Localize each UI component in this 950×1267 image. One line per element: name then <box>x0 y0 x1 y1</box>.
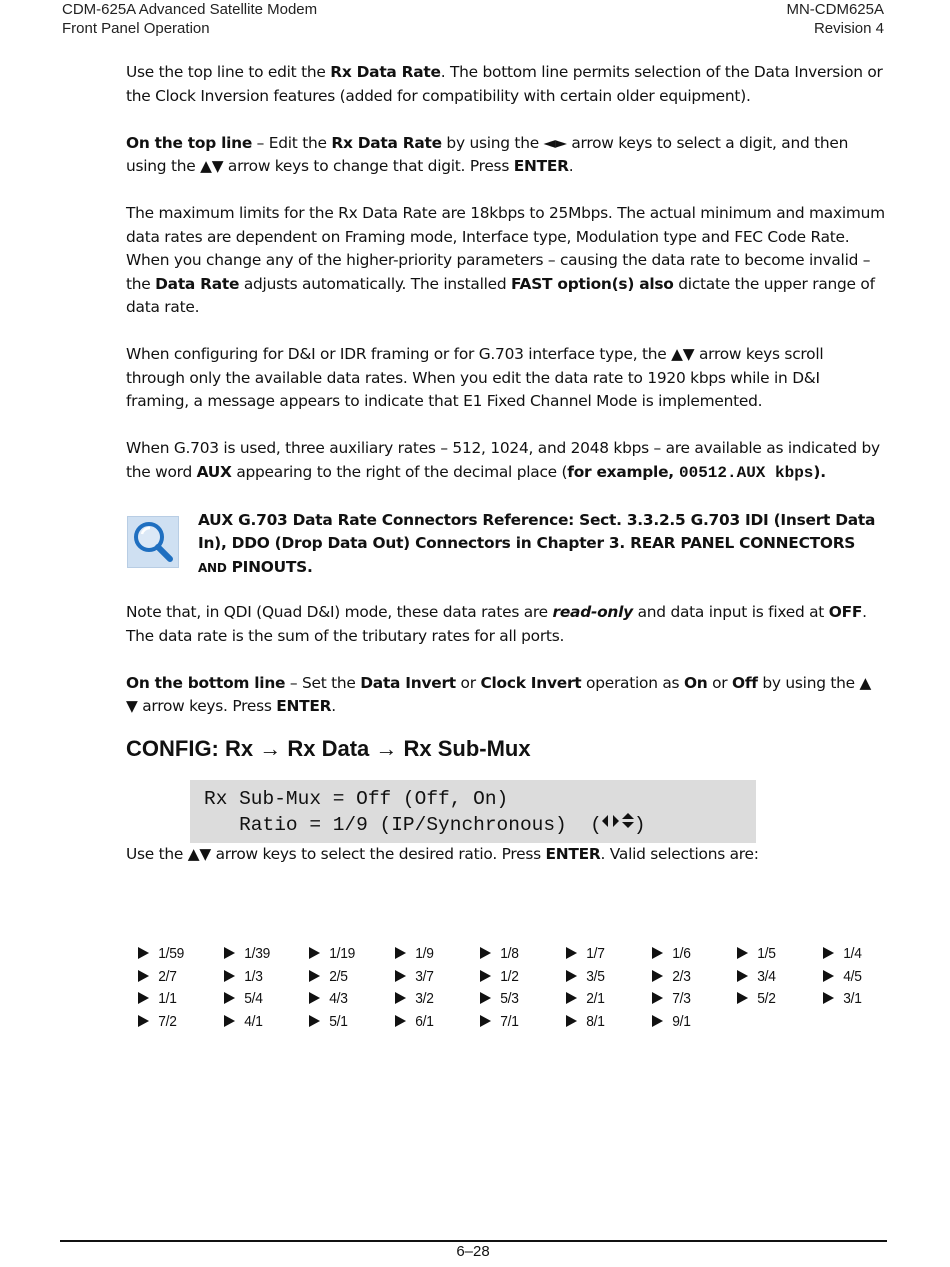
ratio-label: 1/59 <box>158 945 184 962</box>
bullet-arrow-icon <box>395 992 406 1004</box>
bullet-arrow-icon <box>395 970 406 982</box>
section-title: Front Panel Operation <box>62 20 210 37</box>
header-right <box>786 0 884 38</box>
ratio-option <box>823 945 900 963</box>
ratio-label: 2/7 <box>158 967 177 985</box>
ratio-option <box>566 990 643 1008</box>
bullet-arrow-icon <box>395 947 406 959</box>
ratio-label: 1/39 <box>243 945 270 962</box>
ratio-option <box>652 945 729 963</box>
ratio-option <box>138 1013 215 1031</box>
ratio-option <box>138 968 215 986</box>
ratio-option <box>566 968 643 986</box>
bullet-arrow-icon <box>823 992 834 1004</box>
bullet-arrow-icon <box>138 970 149 982</box>
bullet-arrow-icon <box>138 992 149 1004</box>
bullet-arrow-icon <box>395 1015 406 1027</box>
ratio-label: 4/5 <box>843 967 862 985</box>
bullet-arrow-icon <box>737 947 748 959</box>
bullet-arrow-icon <box>652 970 663 982</box>
ratio-label: 5/4 <box>243 990 263 1008</box>
arrow-keys-icon <box>602 813 634 839</box>
lcd-line-1: Rx Sub-Mux = Off (Off, On) <box>204 788 509 810</box>
ratio-option <box>395 990 472 1008</box>
ratio-option <box>224 968 301 986</box>
ratio-label: 2/5 <box>329 967 348 985</box>
ratio-option <box>737 968 814 986</box>
bullet-arrow-icon <box>224 1015 235 1027</box>
ratio-option <box>138 945 215 963</box>
bullet-arrow-icon <box>138 1015 149 1027</box>
ratio-label: 1/1 <box>158 990 177 1008</box>
bullet-arrow-icon <box>566 1015 577 1027</box>
ratio-option <box>480 990 557 1008</box>
ratio-option <box>737 990 814 1008</box>
bullet-arrow-icon <box>309 970 320 982</box>
ratio-option <box>566 1013 643 1031</box>
ratio-option <box>823 990 900 1008</box>
bullet-arrow-icon <box>823 947 834 959</box>
ratio-option <box>823 968 900 986</box>
ratio-label: 5/1 <box>329 1012 348 1030</box>
ratio-label: 7/1 <box>500 1012 519 1030</box>
page-content <box>126 61 886 890</box>
ratio-option <box>395 1013 472 1031</box>
ratio-label: 3/5 <box>586 967 605 985</box>
ratio-label: 1/9 <box>415 945 434 962</box>
bullet-arrow-icon <box>652 1015 663 1027</box>
ratio-option <box>480 968 557 986</box>
paragraph-select-ratio: Use the ▲▼ arrow keys to select the desired ratio. Press ENTER. Valid selections are: <box>126 845 759 863</box>
ratio-option <box>652 990 729 1008</box>
ratio-option <box>566 945 643 963</box>
paragraph-intro: Use the top line to edit the Rx Data Rate. The bottom line permits selection of the Data Inversion or the Clock Inversion features (added for compatibility with certain older equipment). <box>126 63 883 105</box>
ratio-option <box>652 968 729 986</box>
ratio-label: 7/3 <box>671 990 691 1008</box>
ratio-label: 1/8 <box>500 945 519 962</box>
ratio-label: 2/1 <box>586 990 605 1008</box>
ratio-option <box>309 990 386 1008</box>
ratio-label: 4/3 <box>329 990 348 1008</box>
ratio-label: 3/4 <box>757 967 776 985</box>
ratio-label: 2/3 <box>671 967 691 985</box>
ratio-option <box>652 1013 729 1031</box>
bullet-arrow-icon <box>138 947 149 959</box>
bullet-arrow-icon <box>480 1015 491 1027</box>
paragraph-di-idr: When configuring for D&I or IDR framing or for G.703 interface type, the ▲▼ arrow keys scroll through only the available data rates. When you edit the data rate to 1920 kbps while in D&I framing, a message appears to indicate that E1 Fixed Channel Mode is implemented. <box>126 345 824 410</box>
ratio-option <box>224 1013 301 1031</box>
header-left <box>62 0 317 38</box>
ratio-label: 3/7 <box>415 967 434 985</box>
footer-rule <box>60 1240 887 1242</box>
ratio-label: 7/2 <box>158 1012 177 1030</box>
magnifier-icon <box>127 516 179 568</box>
ratio-option <box>224 990 301 1008</box>
ratio-label: 8/1 <box>586 1012 605 1030</box>
doc-number: MN-CDM625A <box>786 1 884 18</box>
bullet-arrow-icon <box>480 947 491 959</box>
paragraph-g703: When G.703 is used, three auxiliary rates – 512, 1024, and 2048 kbps – are available as indicated by the word AUX appearing to the right of the decimal place (for example, 00512.AUX kbps). <box>126 439 880 482</box>
ratio-label: 1/6 <box>671 945 691 962</box>
ratio-option <box>480 1013 557 1031</box>
bullet-arrow-icon <box>652 947 663 959</box>
bullet-arrow-icon <box>737 992 748 1004</box>
ratio-option <box>480 945 557 963</box>
doc-title: CDM-625A Advanced Satellite Modem <box>62 1 318 18</box>
ratio-option <box>309 945 386 963</box>
ratio-label: 1/4 <box>843 945 862 962</box>
bullet-arrow-icon <box>652 992 663 1004</box>
page-number: 6–28 <box>456 1243 490 1260</box>
bullet-arrow-icon <box>224 992 235 1004</box>
ratio-label: 4/1 <box>243 1012 263 1030</box>
bullet-arrow-icon <box>566 947 577 959</box>
ratio-option <box>138 990 215 1008</box>
ratio-label: 3/1 <box>843 990 862 1008</box>
bullet-arrow-icon <box>480 992 491 1004</box>
reference-note <box>126 509 886 581</box>
ratio-option <box>309 968 386 986</box>
ratio-option <box>395 968 472 986</box>
paragraph-bottom-line: On the bottom line – Set the Data Invert or Clock Invert operation as On or Off by using the ▲ ▼ arrow keys. Press ENTER. <box>126 673 872 715</box>
lcd-display <box>190 780 756 843</box>
bullet-arrow-icon <box>309 947 320 959</box>
ratio-option <box>309 1013 386 1031</box>
paragraph-qdi: Note that, in QDI (Quad D&I) mode, these data rates are read-only and data input is fixed at OFF. The data rate is the sum of the tributary rates for all ports. <box>126 603 867 645</box>
reference-text: AUX G.703 Data Rate Connectors Reference: Sect. 3.3.2.5 G.703 IDI (Insert Data In), DDO (Drop Data Out) Connectors in Chapter 3. REAR PANEL CONNECTORS AND PINOUTS. <box>198 510 876 576</box>
bullet-arrow-icon <box>737 970 748 982</box>
ratio-label: 1/7 <box>586 945 605 962</box>
ratio-option <box>737 945 814 963</box>
ratio-label: 3/2 <box>415 990 434 1008</box>
paragraph-limits: The maximum limits for the Rx Data Rate are 18kbps to 25Mbps. The actual minimum and maximum data rates are dependent on Framing mode, Interface type, Modulation type and FEC Code Rate. When you change any of the higher-priority parameters – causing the data rate to become invalid – the Data Rate adjusts automatically. The installed FAST option(s) also dictate the upper range of data rate. <box>126 204 885 316</box>
bullet-arrow-icon <box>224 970 235 982</box>
ratio-label: 1/19 <box>329 945 356 962</box>
bullet-arrow-icon <box>309 992 320 1004</box>
bullet-arrow-icon <box>480 970 491 982</box>
config-heading: CONFIG: Rx → Rx Data → Rx Sub-Mux <box>126 736 531 761</box>
ratio-label: 1/5 <box>757 945 776 962</box>
ratio-label: 1/2 <box>500 967 519 985</box>
ratio-option <box>224 945 301 963</box>
bullet-arrow-icon <box>566 992 577 1004</box>
bullet-arrow-icon <box>224 947 235 959</box>
bullet-arrow-icon <box>823 970 834 982</box>
bullet-arrow-icon <box>309 1015 320 1027</box>
ratio-label: 9/1 <box>671 1012 691 1030</box>
ratio-label: 5/2 <box>757 990 776 1008</box>
ratio-label: 6/1 <box>415 1012 434 1030</box>
paragraph-top-line: On the top line – Edit the Rx Data Rate by using the ◄► arrow keys to select a digit, and then using the ▲▼ arrow keys to change that digit. Press ENTER. <box>126 133 849 175</box>
ratio-option <box>395 945 472 963</box>
revision: Revision 4 <box>813 20 884 37</box>
ratio-label: 5/3 <box>500 990 519 1008</box>
lcd-line-2: Ratio = 1/9 (IP/Synchronous) ( ) <box>204 814 646 836</box>
bullet-arrow-icon <box>566 970 577 982</box>
ratio-label: 1/3 <box>243 967 263 985</box>
